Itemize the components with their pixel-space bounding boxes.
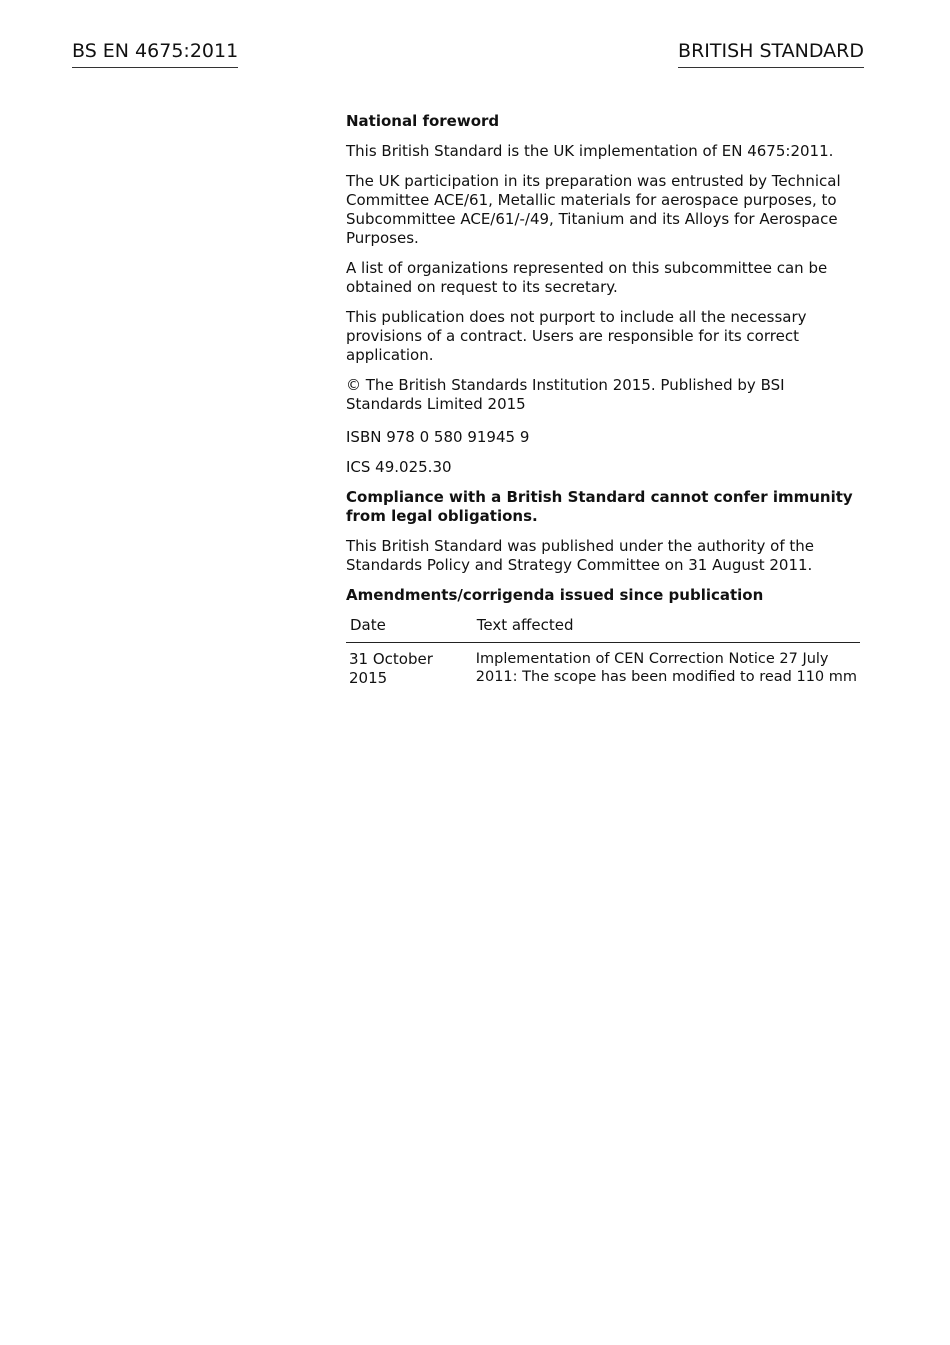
header-publication-type: BRITISH STANDARD xyxy=(678,39,864,68)
date-column-header: Date xyxy=(346,611,473,643)
foreword-contract-paragraph: This publication does not purport to include all the necessary provisions of a contract. Users are responsible for its correct application. xyxy=(346,308,807,364)
amendment-date: 31 October 2015 xyxy=(349,650,433,687)
ics-code: ICS 49.025.30 xyxy=(346,458,452,476)
amendment-text-affected xyxy=(473,643,860,689)
foreword-heading: National foreword xyxy=(346,112,500,130)
copyright-notice: © The British Standards Institution 2015. Published by BSI Standards Limited 2015 xyxy=(346,376,785,413)
amendments-title: Amendments/corrigenda issued since publication xyxy=(346,586,764,604)
table-row xyxy=(346,643,860,689)
foreword-participation-paragraph: The UK participation in its preparation was entrusted by Technical Committee ACE/61, Metallic materials for aerospace purposes, to Subcommittee ACE/61/-/49, Titanium and its Alloys for Aerospace Purposes. xyxy=(346,172,841,247)
text-affected-column-header: Text affected xyxy=(473,611,860,643)
compliance-statement: Compliance with a British Standard cannot confer immunity from legal obligations. xyxy=(346,488,853,525)
header-standard-number: BS EN 4675:2011 xyxy=(72,39,238,68)
authority-statement: This British Standard was published under the authority of the Standards Policy and Strategy Committee on 31 August 2011. xyxy=(346,537,815,574)
national-foreword xyxy=(346,112,861,688)
amendment-text-line-1: Implementation of CEN Correction Notice 27 July xyxy=(475,651,829,667)
isbn: ISBN 978 0 580 91945 9 xyxy=(346,428,530,446)
amendments-header-row xyxy=(346,611,860,643)
foreword-organizations-paragraph: A list of organizations represented on this subcommittee can be obtained on request to its secretary. xyxy=(346,259,828,296)
amendments-table xyxy=(346,611,860,688)
foreword-implementation-paragraph: This British Standard is the UK implementation of EN 4675:2011. xyxy=(346,142,834,160)
amendment-text-line-2: 2011: The scope has been modified to read 110 mm xyxy=(475,669,857,685)
